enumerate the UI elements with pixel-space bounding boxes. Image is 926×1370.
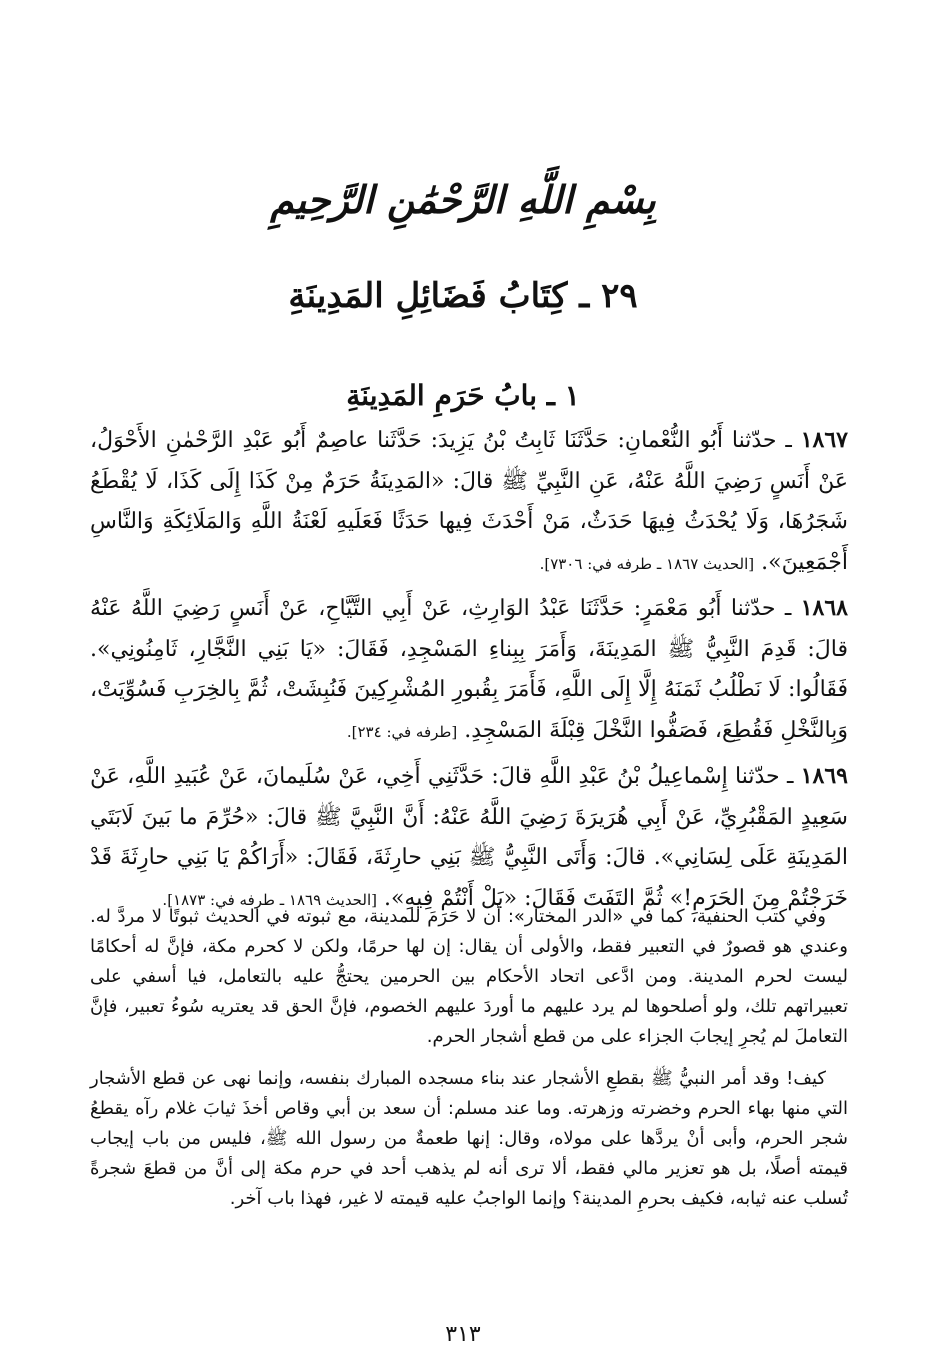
hadith-text: ـ حدّثنا أَبُو مَعْمَرٍ: حَدَّثَنَا عَبْدُ الوَارِثِ، عَنْ أَبِي التَّيَّاحِ، عَنْ أَنَسٍ رَضِيَ اللَّهُ عَنْهُ قالَ: قَدِمَ النَّبِيُّ ﷺ المَدِينَةَ، وَأَمَرَ بِبِناءِ المَسْجِدِ، فَقَالَ: «يَا بَنِي النَّجَّارِ، ثَامِنُونِي». فَقَالُوا: لَا نَطْلُبُ ثَمَنَهُ إِلَّا إِلَى اللَّهِ، فَأَمَرَ بِقُبورِ المُشْرِكِينَ فَنُبِشَتْ، ثُمَّ بِالخِرَبِ فَسُوِّيَتْ، وَبِالنَّخْلِ فَقُطِعَ، فَصَفُّوا النَّخْلَ قِبْلَةَ المَسْجِدِ. [90, 596, 848, 743]
book-title: ٢٩ ـ كِتَابُ فَضَائِلِ المَدِينَةِ [288, 276, 638, 316]
hadith-1869 [90, 756, 848, 920]
hadith-number: ١٨٦٧ [800, 427, 848, 453]
hadith-1867 [90, 420, 848, 584]
commentary-paragraph: كيف! وقد أمر النبيُّ ﷺ بقطعِ الأشجار عند بناء مسجده المبارك بنفسه، وإنما نهى عن قطع الأشجار التي منها بهاء الحرم وخضرته وزهرته. وما عند مسلم: أن سعد بن أبي وقاص أخذَ ثيابَ غلام رآه يقطعُ شجر الحرم، وأبى أنْ يردَّها على مولاه، وقال: إنها طعمةٌ من رسول الله ﷺ، فليس من باب إيجاب قيمته أصلًا، بل هو تعزير مالي فقط، ألا ترى أنه لم يذهب أحد في حرم مكة إلى أنَّ من قطعَ شجرةً تُسلب عنه ثيابه، فكيف بحرمِ المدينة؟ وإنما الواجبُ عليه قيمته لا غير، فهذا باب آخر. [90, 1068, 848, 1209]
commentary-paragraph: وفي كتب الحنفية، كما في «الدر المختار»: أن لا حَرَمَ للمدينة، مع ثبوته في الحديث ثبوتًا لا مردَّ له. وعندي هو قصورٌ في التعبير فقط، والأولى أن يقال: إن لها حرمًا، ولكن لا كحرم مكة، فإنَّ له أحكامًا ليست لحرم المدينة. ومن ادَّعى اتحاد الأحكام بين الحرمين يحتجُّ عليه بالتعامل، فيا أسفي على تعبيراتهم تلك، ولو أصلحوها لم يرد عليهم ما أوردَ عليهم الخصوم، فإنَّ الحق قد يعتريه سُوءُ تعبير، فإنَّ التعاملَ لم يُجرِ إيجابَ الجزاء على من قطع أشجار الحرم. [90, 906, 848, 1047]
hadith-reference: [طرفه في: ٢٣٤]. [346, 722, 458, 741]
hadith-number: ١٨٦٩ [800, 763, 848, 789]
chapter-title: ١ ـ بابُ حَرَمِ المَدِينَةِ [346, 379, 580, 412]
commentary-section [90, 902, 848, 1226]
hadith-text: ـ حدّثنا إِسْماعِيلُ بْنُ عَبْدِ اللَّهِ قالَ: حَدَّثَنِي أَخِي، عَنْ سُلَيمانَ، عَنْ عُبَيدِ اللَّهِ، عَنْ سَعِيدٍ المَقْبُرِيِّ، عَنْ أَبِي هُرَيرَةَ رَضِيَ اللَّهُ عَنْهُ: أَنَّ النَّبِيَّ ﷺ قالَ: «حُرِّمَ ما بَينَ لَابَتَي المَدِينَةِ عَلَى لِسَانِي». قالَ: وَأَتَى النَّبِيُّ ﷺ بَنِي حارِثَةَ، فَقَالَ: «أَرَاكُمْ يَا بَنِي حارِثَةَ قَدْ خَرَجْتُمْ مِنَ الحَرَمِ!» ثُمَّ التَفَتَ فَقَالَ: «بَلْ أَنْتُمْ فِيهِ». [90, 764, 848, 911]
basmala: بِسْمِ اللَّهِ الرَّحْمَٰنِ الرَّحِيمِ [270, 177, 656, 222]
hadith-number: ١٨٦٨ [800, 595, 848, 621]
hadith-reference: [الحديث ١٨٦٧ ـ طرفه في: ٧٣٠٦]. [539, 554, 755, 573]
hadith-1868 [90, 588, 848, 752]
hadith-reference: [الحديث ١٨٦٩ ـ طرفه في: ١٨٧٣]. [162, 890, 377, 909]
hadith-text: ـ حدّثنا أَبُو النُّعْمانِ: حَدَّثَنَا ثَابِتُ بْنُ يَزِيدَ: حَدَّثَنا عاصِمٌ أَبُو عَبْدِ الرَّحْمٰنِ الأَحْوَلُ، عَنْ أَنَسٍ رَضِيَ اللَّهُ عَنْهُ، عَنِ النَّبِيِّ ﷺ قالَ: «المَدِينَةُ حَرَمٌ مِنْ كَذَا إِلَى كَذَا، لَا يُقْطَعُ شَجَرُهَا، وَلَا يُحْدَثُ فِيهَا حَدَثٌ، مَنْ أَحْدَثَ فِيها حَدَثًا فَعَلَيهِ لَعْنَةُ اللَّهِ وَالمَلَائِكَةِ وَالنَّاسِ أَجْمَعِينَ». [90, 428, 848, 575]
page-number: ٣١٣ [445, 1322, 481, 1347]
hadith-section [90, 420, 848, 924]
